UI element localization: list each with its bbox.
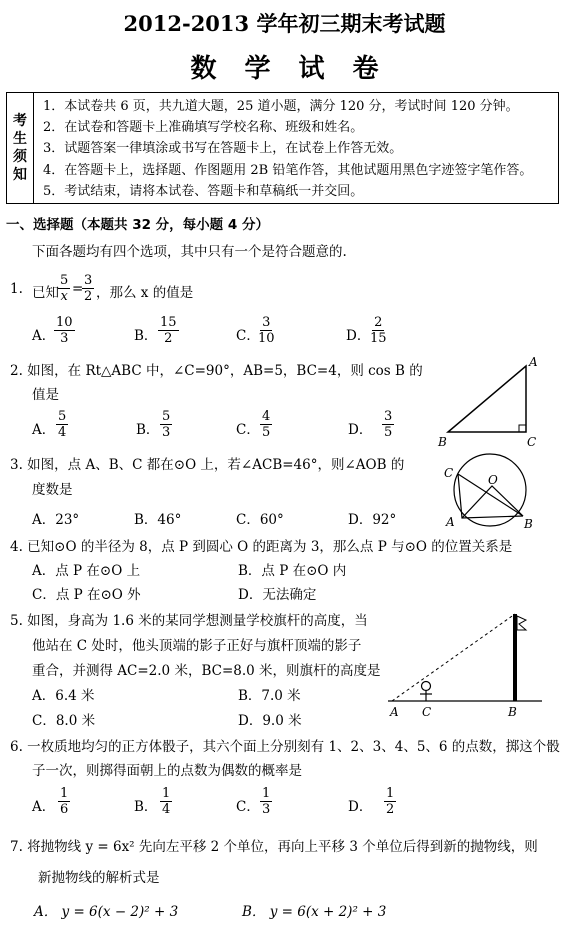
notice-item: 5．考试结束，请将本试卷、答题卡和草稿纸一并交回。 (43, 183, 364, 199)
q4-option-d: D．无法确定 (238, 587, 317, 603)
vertex-label-a: A (529, 355, 538, 369)
notice-item: 1．本试卷共 6 页，共九道大题，25 道小题，满分 120 分，考试时间 120 分钟。 (43, 99, 519, 114)
q5-line3: 重合，并测得 AC=2.0 米，BC=8.0 米，则旗杆的高度是 (32, 663, 381, 679)
denominator: 10 (258, 331, 275, 346)
q5-option-c: C．8.0 米 (32, 713, 96, 729)
exam-title: 2012-2013 学年初三期末考试题 (123, 11, 446, 36)
q2-option-a-frac (56, 409, 68, 440)
notice-item: 2．在试卷和答题卡上准确填写学校名称、班级和姓名。 (43, 120, 364, 136)
exam-subtitle: 数学试卷 (190, 54, 407, 84)
q6-option-a-label: A． (32, 799, 56, 815)
q1-post: ，那么 x 的值是 (96, 285, 194, 301)
q6-option-a-frac (58, 786, 70, 817)
numerator: 4 (262, 409, 271, 424)
q5-option-a: A．6.4 米 (32, 688, 95, 704)
q4-option-b: B．点 P 在⊙O 内 (238, 563, 347, 579)
vertex-label-b: B (438, 435, 447, 449)
q5-line2: 他站在 C 处时，他头顶端的影子正好与旗杆顶端的影子 (32, 638, 362, 654)
denominator: 4 (58, 425, 67, 440)
q6-line2: 子一次，则掷得面朝上的点数为偶数的概率是 (32, 763, 302, 779)
triangle-shape (448, 366, 526, 432)
radius-lines (462, 486, 523, 518)
q6-option-c-label: C． (236, 799, 260, 815)
point-label-o: O (488, 473, 498, 487)
point-label-b: B (508, 705, 517, 719)
vertex-label-c: C (527, 435, 537, 449)
point-label-a: A (446, 515, 455, 529)
right-angle-mark (519, 425, 526, 432)
q1-fraction-right (82, 273, 94, 304)
q2-option-a-label: A． (32, 422, 56, 438)
denominator: 3 (162, 425, 171, 440)
denominator: 15 (370, 331, 387, 346)
q6-option-d-frac (384, 786, 396, 817)
denominator: 2 (164, 331, 173, 346)
point-label-c: C (444, 466, 454, 480)
q2-option-c-frac (260, 409, 272, 440)
section-title: 一、选择题（本题共 32 分，每小题 4 分） (6, 217, 269, 233)
q3-option-c: C．60° (236, 512, 284, 528)
q6-option-b-label: B． (134, 799, 158, 815)
q2-line1: 2. 如图，在 Rt△ABC 中，∠C=90°，AB=5，BC=4，则 cos B 的 (10, 363, 423, 379)
q1-option-a-label: A． (32, 328, 56, 344)
q1-option-a-frac (54, 315, 75, 346)
q3-circle-figure (434, 452, 544, 532)
numerator: 1 (162, 786, 171, 801)
denominator: 4 (162, 802, 171, 817)
denominator: 5 (262, 425, 271, 440)
person-head (422, 682, 431, 691)
q1-option-d-label: D． (346, 328, 371, 344)
q2-option-c-label: C． (236, 422, 260, 438)
q2-triangle-figure (430, 350, 550, 450)
notice-label-char: 须 (13, 149, 27, 165)
q2-option-b-frac (160, 409, 172, 440)
q1-equals: = (72, 281, 84, 297)
q5-option-d: D．9.0 米 (238, 713, 302, 729)
q2-option-d-frac (382, 409, 394, 440)
q4-option-a: A．点 P 在⊙O 上 (32, 563, 141, 579)
q1-option-b-frac (158, 315, 179, 346)
q7-line2: 新抛物线的解析式是 (38, 870, 160, 886)
q1-option-b-label: B． (134, 328, 158, 344)
q3-line1: 3. 如图，点 A、B、C 都在⊙O 上，若∠ACB=46°，则∠AOB 的 (10, 457, 405, 473)
q4-option-c: C．点 P 在⊙O 外 (32, 587, 141, 603)
numerator: 1 (262, 786, 271, 801)
denominator: 5 (384, 425, 393, 440)
q3-option-d: D．92° (348, 512, 397, 528)
q6-option-b-frac (160, 786, 172, 817)
numerator: 3 (262, 315, 271, 330)
notice-label-char: 生 (13, 131, 27, 147)
q1-option-c-frac (258, 315, 275, 346)
denominator: x (60, 289, 68, 304)
point-label-a: A (390, 705, 399, 719)
section-intro: 下面各题均有四个选项，其中只有一个是符合题意的. (32, 244, 347, 260)
numerator: 5 (60, 273, 69, 288)
q2-option-b-label: B． (136, 422, 160, 438)
denominator: 2 (84, 289, 93, 304)
q1-number: 1. (10, 281, 23, 297)
q6-option-d-label: D． (348, 799, 373, 815)
q4-line1: 4. 已知⊙O 的半径为 8，点 P 到圆心 O 的距离为 3，那么点 P 与⊙O 的位置关系是 (10, 539, 513, 555)
notice-label-char: 知 (13, 167, 27, 183)
notice-label-char: 考 (13, 113, 27, 129)
numerator: 10 (56, 315, 73, 330)
numerator: 15 (160, 315, 177, 330)
flag (517, 616, 526, 630)
denominator: 6 (60, 802, 69, 817)
q1-option-d-frac (370, 315, 387, 346)
numerator: 1 (60, 786, 69, 801)
numerator: 5 (162, 409, 171, 424)
denominator: 3 (262, 802, 271, 817)
q3-option-a: A．23° (32, 512, 80, 528)
q2-line2: 值是 (32, 387, 59, 403)
q5-option-b: B．7.0 米 (238, 688, 301, 704)
q5-line1: 5. 如图，身高为 1.6 米的某同学想测量学校旗杆的高度，当 (10, 613, 368, 629)
q5-flagpole-figure (380, 608, 550, 720)
q7-option-a: A． y = 6(x − 2)² + 3 (34, 904, 179, 920)
numerator: 3 (384, 409, 393, 424)
notice-label (7, 93, 34, 203)
q1-option-c-label: C． (236, 328, 260, 344)
q1-fraction-left (58, 273, 70, 304)
shadow-ray (392, 614, 515, 701)
q6-line1: 6. 一枚质地均匀的正方体骰子，其六个面上分别刻有 1、2、3、4、5、6 的点数，掷这个骰 (10, 739, 560, 755)
numerator: 1 (386, 786, 395, 801)
numerator: 2 (374, 315, 383, 330)
q7-option-b: B． y = 6(x + 2)² + 3 (242, 904, 387, 920)
numerator: 5 (58, 409, 67, 424)
notice-item: 3．试题答案一律填涂或书写在答题卡上，在试卷上作答无效。 (43, 141, 403, 157)
q3-line2: 度数是 (32, 482, 73, 498)
denominator: 2 (386, 802, 395, 817)
q1-pre: 已知 (32, 285, 59, 301)
q2-option-d-label: D． (348, 422, 373, 438)
q3-option-b: B．46° (134, 512, 182, 528)
numerator: 3 (84, 273, 93, 288)
notice-item: 4．在答题卡上，选择题、作图题用 2B 铅笔作答，其他试题用黑色字迹签字笔作答。 (43, 162, 533, 178)
denominator: 3 (60, 331, 69, 346)
notice-box (6, 92, 559, 204)
point-label-c: C (422, 705, 432, 719)
q7-line1: 7. 将抛物线 y = 6x² 先向左平移 2 个单位，再向上平移 3 个单位后得到新的抛物线，则 (10, 839, 538, 855)
point-label-b: B (524, 517, 533, 531)
notice-items (43, 96, 532, 202)
q6-option-c-frac (260, 786, 272, 817)
